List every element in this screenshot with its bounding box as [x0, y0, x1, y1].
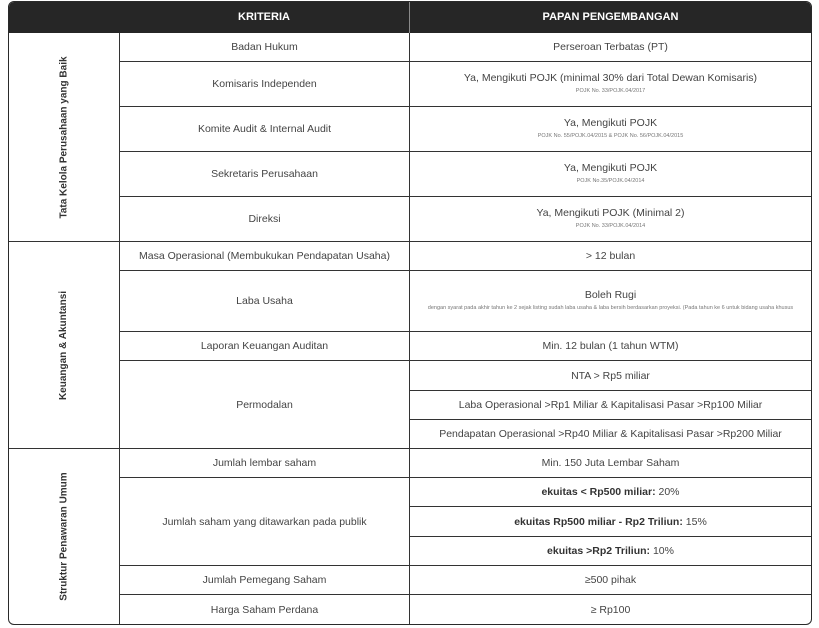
value-text: Perseroan Terbatas (PT) [553, 41, 668, 53]
value-cell [410, 449, 811, 477]
criteria-label: Masa Operasional (Membukukan Pendapatan Usaha) [139, 250, 390, 262]
criteria-cell [120, 33, 409, 61]
value-option-cell [410, 420, 811, 448]
value-cell [410, 566, 811, 594]
value-text: Laba Operasional >Rp1 Miliar & Kapitalisasi Pasar >Rp100 Miliar [458, 399, 763, 411]
criteria-cell [120, 107, 409, 151]
value-cell [410, 107, 811, 151]
criteria-label: Komite Audit & Internal Audit [197, 123, 332, 135]
category-label: Struktur Penawaran Umum [58, 472, 70, 601]
table-header [9, 2, 811, 33]
value-text: Ya, Mengikuti POJK [563, 162, 658, 175]
regulation-note: POJK No. 33/POJK.04/2017 [575, 88, 646, 95]
value-option-cell [410, 537, 811, 565]
category-label: Tata Kelola Perusahaan yang Baik [58, 55, 70, 219]
criteria-label: Permodalan [236, 398, 293, 411]
value-cell [410, 152, 811, 196]
criteria-label: Sekretaris Perusahaan [211, 168, 318, 180]
percentage: 10% [650, 545, 674, 557]
value-option-cell [410, 391, 811, 419]
equity-bracket: ekuitas >Rp2 Triliun: [547, 545, 651, 557]
criteria-label: Jumlah Pemegang Saham [202, 574, 327, 586]
criteria-cell [120, 332, 409, 360]
criteria-cell [120, 449, 409, 477]
value-text [514, 516, 707, 528]
criteria-cell [120, 566, 409, 594]
value-cell [410, 271, 811, 331]
criteria-label: Jumlah lembar saham [212, 457, 317, 469]
value-text: Pendapatan Operasional >Rp40 Miliar & Kapitalisasi Pasar >Rp200 Miliar [439, 428, 782, 440]
value-cell [410, 62, 811, 106]
value-cell [410, 332, 811, 360]
condition-note: dengan syarat pada akhir tahun ke 2 sejak listing sudah laba usaha & laba bersih berdasarkan proyeksi. (Pada tahun ke 6 untuk bidang usaha khusus [427, 305, 794, 312]
value-text [547, 545, 674, 557]
criteria-cell [120, 595, 409, 624]
criteria-label: Direksi [248, 213, 281, 225]
criteria-label: Komisaris Independen [212, 78, 317, 90]
criteria-cell [120, 478, 409, 565]
criteria-table [8, 1, 812, 625]
value-text: Ya, Mengikuti POJK (Minimal 2) [536, 207, 685, 220]
value-text: Min. 150 Juta Lembar Saham [541, 457, 680, 469]
value-option-cell [410, 507, 811, 536]
criteria-cell [120, 197, 409, 241]
value-text: NTA > Rp5 miliar [571, 369, 650, 382]
category-cell [9, 449, 119, 624]
value-text: ≥ Rp100 [590, 603, 631, 616]
category-label: Keuangan & Akuntansi [58, 290, 70, 400]
regulation-note: POJK No. 33/POJK.04/2014 [575, 223, 646, 230]
value-text: > 12 bulan [585, 250, 636, 262]
percentage: 20% [655, 486, 680, 498]
value-text: Min. 12 bulan (1 tahun WTM) [542, 340, 679, 352]
category-cell [9, 33, 119, 241]
regulation-note: POJK No.35/POJK.04/2014 [576, 178, 645, 185]
value-text: Ya, Mengikuti POJK (minimal 30% dari Total Dewan Komisaris) [463, 72, 758, 85]
value-cell [410, 595, 811, 624]
criteria-label: Jumlah saham yang ditawarkan pada publik [162, 515, 367, 528]
criteria-cell [120, 152, 409, 196]
criteria-cell [120, 271, 409, 331]
criteria-cell [120, 361, 409, 448]
header-kriteria: KRITERIA [238, 11, 290, 23]
value-option-cell [410, 478, 811, 506]
percentage: 15% [682, 515, 707, 528]
value-text [541, 486, 679, 498]
value-text: Ya, Mengikuti POJK [563, 117, 658, 130]
value-option-cell [410, 361, 811, 390]
criteria-label: Laba Usaha [236, 295, 293, 307]
equity-bracket: ekuitas Rp500 miliar - Rp2 Triliun: [514, 515, 683, 528]
criteria-label: Laporan Keuangan Auditan [200, 340, 329, 352]
equity-bracket: ekuitas < Rp500 miliar: [541, 486, 656, 498]
value-cell [410, 197, 811, 241]
criteria-cell [120, 62, 409, 106]
header-papan: PAPAN PENGEMBANGAN [542, 11, 679, 23]
category-cell [9, 242, 119, 448]
value-cell [410, 242, 811, 270]
criteria-label: Badan Hukum [231, 41, 298, 53]
value-cell [410, 33, 811, 61]
value-text: Boleh Rugi [584, 289, 637, 302]
regulation-note: POJK No. 55/POJK.04/2015 & POJK No. 56/POJK.04/2015 [537, 133, 684, 140]
criteria-label: Harga Saham Perdana [210, 603, 319, 616]
criteria-cell [120, 242, 409, 270]
value-text: ≥500 pihak [584, 574, 637, 586]
